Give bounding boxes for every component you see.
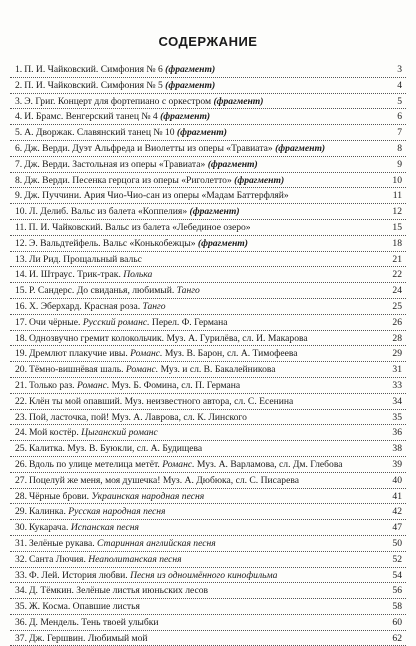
toc-entry-label — [15, 599, 382, 614]
toc-entry-page-number: 7 — [397, 127, 402, 139]
toc-entry-number: 31. — [15, 537, 27, 549]
toc-entry-text: П. И. Чайковский. Вальс из балета «Лебединое озеро» — [28, 221, 251, 233]
toc-entry-text: Очи чёрные. — [29, 316, 83, 328]
toc-entry-text: (фрагмент) — [165, 79, 216, 91]
toc-entry-text: Д. Тёмкин. Зелёные листья июньских лесов — [29, 585, 209, 597]
toc-entry-page-number: 41 — [392, 490, 402, 502]
toc-entry-number: 1. — [15, 64, 23, 75]
toc-entry-number: 32. — [15, 553, 27, 565]
toc-entry-text: (фрагмент) — [213, 95, 264, 107]
toc-entry-number: 24. — [15, 427, 27, 439]
toc-entry-text: Э. Вальдтейфель. Вальс «Конькобежцы» — [29, 237, 198, 249]
toc-entry-label — [15, 441, 382, 456]
toc-entry-number: 8. — [15, 174, 23, 186]
toc-entry-label — [15, 520, 382, 535]
toc-entry-number: 26. — [15, 458, 27, 470]
toc-entry-text: Полька — [123, 269, 153, 281]
toc-entry-text: Тёмно-вишнёвая шаль. — [29, 364, 126, 376]
toc-entry-text: Л. Делиб. Вальс из балета «Коппелия» — [29, 206, 190, 218]
toc-entry-page-number: 8 — [397, 142, 402, 154]
toc-entry-number: 7. — [15, 158, 23, 170]
toc-entry — [10, 615, 406, 631]
toc-entry-text: Муз. В. Барон, сл. А. Тимофеева — [164, 348, 298, 360]
toc-entry-number: 30. — [15, 522, 27, 534]
toc-entry-page-number: 58 — [392, 601, 402, 613]
toc-entry-page-number: 6 — [397, 111, 402, 123]
toc-entry-label — [15, 173, 382, 188]
toc-entry-page-number: 3 — [397, 64, 402, 75]
toc-entry-text: Калинка. — [29, 506, 69, 518]
toc-entry-number: 14. — [15, 269, 27, 281]
toc-entry-label — [15, 78, 382, 93]
toc-entry-page-number: 36 — [392, 427, 402, 439]
toc-entry-number: 19. — [15, 348, 27, 360]
toc-entry-label — [15, 62, 382, 77]
toc-entry-text: Э. Григ. Концерт для фортепиано с оркестром — [24, 95, 214, 107]
toc-entry-label — [15, 94, 382, 109]
toc-entry-text: (фрагмент) — [207, 158, 258, 170]
toc-entry-text: Х. Эберхард. Красная роза. — [29, 300, 143, 312]
toc-entry-text: Дж. Верди. Дуэт Альфреда и Виолетты из оперы «Травиата» — [24, 142, 276, 154]
toc-entry-number: 27. — [15, 474, 27, 486]
toc-entry-text: Украинская народная песня — [91, 490, 205, 502]
toc-entry-page-number: 25 — [392, 300, 402, 312]
toc-entry-page-number: 26 — [392, 316, 402, 328]
toc-entry-text: Пой, ласточка, пой! Муз. А. Лаврова, сл. К. Линского — [29, 411, 247, 423]
toc-entry — [10, 362, 406, 378]
toc-entry — [10, 252, 406, 268]
toc-entry-text: Муз. Б. Фомина, сл. П. Германа — [111, 379, 241, 391]
toc-entry-page-number: 50 — [392, 537, 402, 549]
toc-entry-page-number: 12 — [392, 206, 402, 218]
toc-entry — [10, 425, 406, 441]
toc-entry-page-number: 39 — [392, 458, 402, 470]
toc-entry-number: 6. — [15, 142, 23, 154]
toc-entry — [10, 520, 406, 536]
toc-entry-label — [15, 615, 382, 630]
toc-entry — [10, 504, 406, 520]
toc-entry-number: 36. — [15, 616, 27, 628]
toc-entry-number: 33. — [15, 569, 27, 581]
toc-entry-text: (фрагмент) — [189, 206, 240, 218]
toc-entry-label — [15, 204, 382, 219]
toc-entry-label — [15, 109, 382, 124]
toc-entry-text: Неаполитанская песня — [88, 553, 182, 565]
toc-entry-label — [15, 394, 382, 409]
toc-entry — [10, 141, 406, 157]
toc-entry-text: Дж. Верди. Песенка герцога из оперы «Риголетто» — [24, 174, 235, 186]
toc-entry-text: Романс. — [125, 364, 161, 376]
toc-entry-page-number: 9 — [397, 158, 402, 170]
toc-entry-label — [15, 157, 382, 172]
toc-entry-number: 20. — [15, 364, 27, 376]
toc-entry-text: Санта Лючия. — [29, 553, 89, 565]
toc-entry-text: Дж. Пуччини. Ария Чио-Чио-сан из оперы «Мадам Баттерфляй» — [24, 190, 289, 202]
toc-entry — [10, 583, 406, 599]
toc-entry-label — [15, 362, 382, 377]
toc-entry-text: Однозвучно гремит колокольчик. Муз. А. Гурилёва, сл. И. Макарова — [29, 332, 308, 344]
toc-entry-number: 10. — [15, 206, 27, 218]
toc-entry-label — [15, 457, 382, 472]
toc-entry-page-number: 62 — [392, 632, 402, 644]
toc-entry-page-number: 5 — [397, 95, 402, 107]
toc-entry-text: (фрагмент) — [176, 127, 227, 139]
toc-entry — [10, 378, 406, 394]
toc-entry — [10, 457, 406, 473]
toc-entry-label — [15, 425, 382, 440]
toc-entry — [10, 62, 406, 78]
toc-entry-text: (фрагмент) — [165, 64, 216, 75]
toc-entry — [10, 188, 406, 204]
toc-entry-text: Только раз. — [29, 379, 77, 391]
toc-entry-label — [15, 568, 382, 583]
toc-entry-page-number: 42 — [392, 506, 402, 518]
toc-entry-page-number: 11 — [392, 190, 402, 202]
toc-entry-text: Зелёные рукава. — [29, 537, 98, 549]
toc-entry-label — [15, 141, 382, 156]
page-title: СОДЕРЖАНИЕ — [158, 34, 258, 49]
toc-entry-number: 23. — [15, 411, 27, 423]
toc-entry-label — [15, 283, 382, 298]
toc-entry-text: (фрагмент) — [275, 142, 326, 154]
toc-entry-label — [15, 315, 382, 330]
toc-entry-label — [15, 267, 382, 282]
toc-entry-text: Романс. — [130, 348, 165, 360]
toc-entry-number: 17. — [15, 316, 27, 328]
toc-entry-label — [15, 552, 382, 567]
toc-entry-number: 13. — [15, 253, 27, 265]
toc-entry-text: Р. Сандерс. До свиданья, любимый. — [29, 285, 177, 297]
toc-entry — [10, 220, 406, 236]
toc-entry-text: Чёрные брови. — [29, 490, 92, 502]
toc-entry-text: Испанская песня — [70, 522, 139, 534]
toc-entry-label — [15, 346, 382, 361]
table-of-contents — [10, 62, 406, 646]
toc-entry — [10, 394, 406, 410]
toc-entry-text: Цыганский романс — [81, 427, 158, 439]
toc-entry-text: Ж. Косма. Опавшие листья — [29, 601, 140, 613]
toc-entry-text: Клён ты мой опавший. Муз. неизвестного автора, сл. С. Есенина — [29, 395, 294, 407]
toc-entry-text: (фрагмент) — [234, 174, 285, 186]
toc-entry-page-number: 31 — [392, 364, 402, 376]
toc-entry-number: 34. — [15, 585, 27, 597]
toc-entry-text: Калитка. Муз. В. Буюкли, сл. А. Будищева — [29, 443, 203, 455]
toc-entry-text: Вдоль по улице метелица метёт. — [29, 458, 163, 470]
toc-entry-label — [15, 410, 382, 425]
toc-entry — [10, 204, 406, 220]
toc-entry-text: П. И. Чайковский. Симфония № 6 — [24, 64, 166, 75]
toc-entry-page-number: 24 — [392, 285, 402, 297]
toc-entry-text: (фрагмент) — [197, 237, 248, 249]
toc-entry-text: Муз. и сл. В. Бакалейникова — [160, 364, 276, 376]
toc-entry-label — [15, 125, 382, 140]
toc-entry-label — [15, 331, 382, 346]
toc-entry-page-number: 18 — [392, 237, 402, 249]
toc-entry-page-number: 10 — [392, 174, 402, 186]
toc-entry — [10, 552, 406, 568]
toc-entry-text: Танго — [176, 285, 200, 297]
toc-entry-label — [15, 378, 382, 393]
toc-entry-page-number: 35 — [392, 411, 402, 423]
toc-entry-page-number: 56 — [392, 585, 402, 597]
toc-entry-label — [15, 252, 382, 267]
toc-entry-text: Мой костёр. — [29, 427, 82, 439]
toc-entry — [10, 441, 406, 457]
toc-entry-number: 3. — [15, 95, 23, 107]
toc-entry-label — [15, 299, 382, 314]
toc-entry-page-number: 28 — [392, 332, 402, 344]
toc-entry-label — [15, 489, 382, 504]
toc-entry — [10, 78, 406, 94]
toc-entry-number: 21. — [15, 379, 27, 391]
toc-entry — [10, 299, 406, 315]
toc-entry — [10, 94, 406, 110]
toc-entry-page-number: 60 — [392, 616, 402, 628]
toc-entry-label — [15, 536, 382, 551]
toc-entry-text: Песня из одноимённого кинофильма — [130, 569, 278, 581]
toc-entry — [10, 631, 406, 646]
toc-entry-label — [15, 473, 382, 488]
toc-entry-text: И. Брамс. Венгерский танец № 4 — [24, 111, 161, 123]
toc-entry — [10, 125, 406, 141]
toc-entry-text: Русская народная песня — [68, 506, 166, 518]
toc-entry — [10, 173, 406, 189]
toc-entry-number: 29. — [15, 506, 27, 518]
toc-entry-text: (фрагмент) — [160, 111, 211, 123]
toc-entry — [10, 410, 406, 426]
toc-entry-text: И. Штраус. Трик-трак. — [29, 269, 124, 281]
toc-entry-number: 18. — [15, 332, 27, 344]
toc-entry-number: 28. — [15, 490, 27, 502]
toc-entry-number: 22. — [15, 395, 27, 407]
toc-entry-number: 9. — [15, 190, 23, 202]
toc-entry — [10, 157, 406, 173]
toc-entry-text: Танго — [142, 300, 166, 312]
toc-entry-label — [15, 220, 382, 235]
toc-entry — [10, 331, 406, 347]
toc-entry-text: Ф. Лей. История любви. — [29, 569, 131, 581]
toc-entry-text: Дремлют плакучие ивы. — [29, 348, 131, 360]
toc-entry — [10, 599, 406, 615]
toc-entry-text: Дж. Гершвин. Любимый мой — [29, 632, 148, 644]
toc-entry-number: 2. — [15, 79, 23, 91]
toc-entry-text: А. Дворжак. Славянский танец № 10 — [24, 127, 177, 139]
toc-entry-page-number: 47 — [392, 522, 402, 534]
toc-entry-text: Романс. — [162, 458, 197, 470]
toc-entry-text: П. И. Чайковский. Симфония № 5 — [24, 79, 166, 91]
toc-entry-page-number: 54 — [392, 569, 402, 581]
toc-entry-text: Ли Рид. Прощальный вальс — [29, 253, 142, 265]
toc-entry — [10, 109, 406, 125]
toc-entry-number: 5. — [15, 127, 23, 139]
toc-entry-number: 16. — [15, 300, 27, 312]
toc-entry-label — [15, 631, 382, 646]
toc-entry-label — [15, 188, 382, 203]
toc-entry — [10, 315, 406, 331]
toc-entry-number: 15. — [15, 285, 27, 297]
toc-entry-label — [15, 583, 382, 598]
toc-entry — [10, 489, 406, 505]
toc-entry-page-number: 40 — [392, 474, 402, 486]
toc-entry — [10, 236, 406, 252]
toc-entry-text: Перел. Ф. Германа — [151, 316, 228, 328]
toc-entry-number: 12. — [15, 237, 27, 249]
toc-entry-label — [15, 236, 382, 251]
toc-entry-number: 4. — [15, 111, 23, 123]
toc-entry-text: Дж. Верди. Застольная из оперы «Травиата» — [24, 158, 208, 170]
toc-entry — [10, 283, 406, 299]
toc-entry-number: 25. — [15, 443, 27, 455]
toc-entry-page-number: 38 — [392, 443, 402, 455]
toc-entry-page-number: 15 — [392, 221, 402, 233]
toc-entry-text: Муз. А. Варламова, сл. Дм. Глебова — [196, 458, 343, 470]
toc-entry-page-number: 22 — [392, 269, 402, 281]
toc-entry-text: Русский романс. — [82, 316, 152, 328]
toc-entry-page-number: 52 — [392, 553, 402, 565]
toc-entry — [10, 568, 406, 584]
toc-entry-number: 11. — [15, 221, 27, 233]
toc-entry-label — [15, 504, 382, 519]
toc-entry-number: 35. — [15, 601, 27, 613]
toc-entry-text: Романс. — [76, 379, 112, 391]
toc-entry-page-number: 33 — [392, 379, 402, 391]
toc-entry-text: Кукарача. — [29, 522, 71, 534]
toc-entry-text: Д. Мендель. Тень твоей улыбки — [29, 616, 159, 628]
toc-entry-page-number: 21 — [392, 253, 402, 265]
toc-entry-page-number: 34 — [392, 395, 402, 407]
toc-entry — [10, 536, 406, 552]
toc-entry — [10, 473, 406, 489]
toc-entry — [10, 267, 406, 283]
toc-entry-page-number: 29 — [392, 348, 402, 360]
toc-entry-text: Старинная английская песня — [97, 537, 216, 549]
toc-entry-text: Поцелуй же меня, моя душечка! Муз. А. Дюбюка, сл. С. Писарева — [29, 474, 300, 486]
toc-entry-number: 37. — [15, 632, 27, 644]
toc-entry — [10, 346, 406, 362]
toc-entry-page-number: 4 — [397, 79, 402, 91]
